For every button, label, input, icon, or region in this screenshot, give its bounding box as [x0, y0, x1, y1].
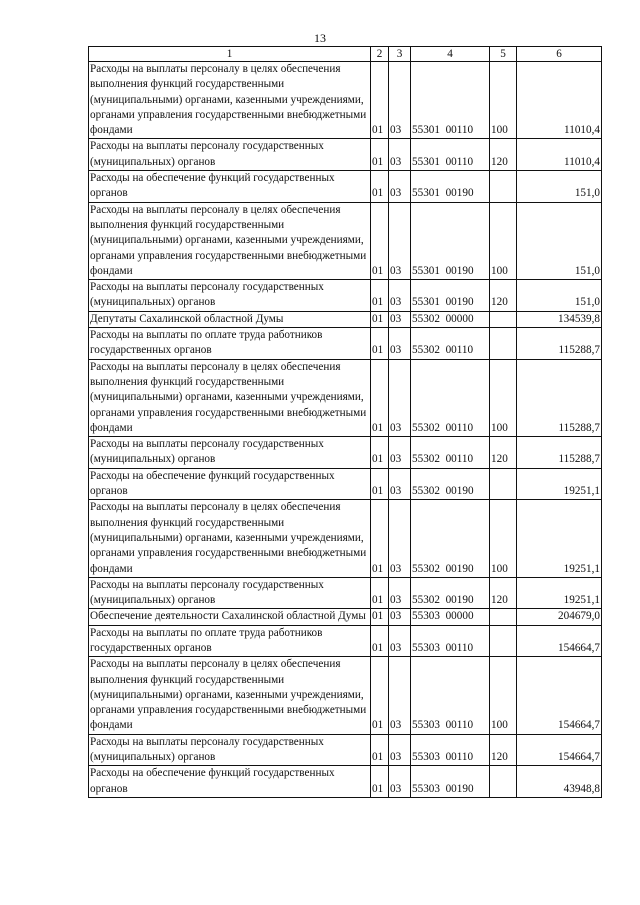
expense-name-cell: Депутаты Сахалинской областной Думы [89, 311, 371, 327]
expense-type-cell: 120 [490, 437, 517, 469]
expense-type-cell: 100 [490, 202, 517, 279]
subsection-code-cell: 03 [389, 328, 411, 360]
target-article-cell: 55303 00110 [411, 734, 490, 766]
subsection-code-cell: 03 [389, 311, 411, 327]
amount-cell: 11010,4 [517, 62, 602, 139]
amount-cell: 115288,7 [517, 437, 602, 469]
expense-type-cell: 120 [490, 280, 517, 312]
expense-name-cell: Расходы на выплаты персоналу государственных (муниципальных) органов [89, 437, 371, 469]
amount-cell: 115288,7 [517, 328, 602, 360]
subsection-code-cell: 03 [389, 766, 411, 798]
subsection-code-cell: 03 [389, 500, 411, 577]
target-article-cell: 55302 00110 [411, 437, 490, 469]
expense-type-cell [490, 625, 517, 657]
table-body [89, 62, 602, 798]
section-code-cell: 01 [371, 577, 389, 609]
table-row [89, 139, 602, 171]
subsection-code-cell: 03 [389, 171, 411, 203]
subsection-code-cell: 03 [389, 657, 411, 734]
expense-name-cell: Расходы на выплаты по оплате труда работников государственных органов [89, 328, 371, 360]
expense-name-cell: Расходы на обеспечение функций государственных органов [89, 171, 371, 203]
budget-table [88, 46, 602, 798]
column-header: 4 [411, 47, 490, 62]
expense-type-cell: 120 [490, 577, 517, 609]
column-header: 3 [389, 47, 411, 62]
expense-type-cell: 120 [490, 139, 517, 171]
amount-cell: 115288,7 [517, 359, 602, 436]
subsection-code-cell: 03 [389, 359, 411, 436]
expense-name-cell: Расходы на выплаты персоналу в целях обеспечения выполнения функций государственными (муниципальными) органами, казенными учреждениями, органами управления государственными внебюджетными фондами [89, 359, 371, 436]
column-header: 6 [517, 47, 602, 62]
target-article-cell: 55302 00110 [411, 359, 490, 436]
target-article-cell: 55303 00110 [411, 625, 490, 657]
table-row [89, 609, 602, 625]
expense-type-cell: 120 [490, 734, 517, 766]
expense-name-cell: Расходы на выплаты персоналу в целях обеспечения выполнения функций государственными (муниципальными) органами, казенными учреждениями, органами управления государственными внебюджетными фондами [89, 62, 371, 139]
expense-type-cell [490, 609, 517, 625]
table-row [89, 468, 602, 500]
expense-name-cell: Обеспечение деятельности Сахалинской областной Думы [89, 609, 371, 625]
table-row [89, 437, 602, 469]
table-row [89, 62, 602, 139]
amount-cell: 19251,1 [517, 500, 602, 577]
section-code-cell: 01 [371, 202, 389, 279]
amount-cell: 19251,1 [517, 468, 602, 500]
section-code-cell: 01 [371, 280, 389, 312]
table-row [89, 328, 602, 360]
expense-name-cell: Расходы на обеспечение функций государственных органов [89, 766, 371, 798]
amount-cell: 134539,8 [517, 311, 602, 327]
target-article-cell: 55302 00190 [411, 468, 490, 500]
table-row [89, 500, 602, 577]
subsection-code-cell: 03 [389, 625, 411, 657]
amount-cell: 154664,7 [517, 734, 602, 766]
subsection-code-cell: 03 [389, 202, 411, 279]
table-row [89, 359, 602, 436]
expense-name-cell: Расходы на выплаты персоналу государственных (муниципальных) органов [89, 577, 371, 609]
amount-cell: 11010,4 [517, 139, 602, 171]
table-row [89, 202, 602, 279]
target-article-cell: 55302 00190 [411, 577, 490, 609]
target-article-cell: 55303 00000 [411, 609, 490, 625]
table-row [89, 577, 602, 609]
target-article-cell: 55301 00190 [411, 171, 490, 203]
table-row [89, 734, 602, 766]
section-code-cell: 01 [371, 139, 389, 171]
target-article-cell: 55302 00000 [411, 311, 490, 327]
subsection-code-cell: 03 [389, 437, 411, 469]
subsection-code-cell: 03 [389, 734, 411, 766]
section-code-cell: 01 [371, 625, 389, 657]
expense-name-cell: Расходы на выплаты персоналу в целях обеспечения выполнения функций государственными (муниципальными) органами, казенными учреждениями, органами управления государственными внебюджетными фондами [89, 202, 371, 279]
expense-name-cell: Расходы на выплаты по оплате труда работников государственных органов [89, 625, 371, 657]
amount-cell: 151,0 [517, 202, 602, 279]
expense-type-cell [490, 766, 517, 798]
expense-type-cell [490, 328, 517, 360]
table-row [89, 657, 602, 734]
column-header: 2 [371, 47, 389, 62]
target-article-cell: 55302 00110 [411, 328, 490, 360]
section-code-cell: 01 [371, 734, 389, 766]
amount-cell: 19251,1 [517, 577, 602, 609]
amount-cell: 151,0 [517, 171, 602, 203]
subsection-code-cell: 03 [389, 609, 411, 625]
table-row [89, 766, 602, 798]
target-article-cell: 55302 00190 [411, 500, 490, 577]
target-article-cell: 55303 00110 [411, 657, 490, 734]
expense-name-cell: Расходы на выплаты персоналу государственных (муниципальных) органов [89, 139, 371, 171]
section-code-cell: 01 [371, 766, 389, 798]
expense-name-cell: Расходы на выплаты персоналу государственных (муниципальных) органов [89, 280, 371, 312]
section-code-cell: 01 [371, 609, 389, 625]
subsection-code-cell: 03 [389, 139, 411, 171]
page-number: 13 [314, 31, 326, 45]
column-header: 5 [490, 47, 517, 62]
subsection-code-cell: 03 [389, 468, 411, 500]
amount-cell: 43948,8 [517, 766, 602, 798]
table-row [89, 311, 602, 327]
expense-type-cell: 100 [490, 62, 517, 139]
amount-cell: 154664,7 [517, 625, 602, 657]
expense-type-cell: 100 [490, 359, 517, 436]
target-article-cell: 55303 00190 [411, 766, 490, 798]
section-code-cell: 01 [371, 328, 389, 360]
table-row [89, 280, 602, 312]
section-code-cell: 01 [371, 657, 389, 734]
table-row [89, 625, 602, 657]
amount-cell: 204679,0 [517, 609, 602, 625]
target-article-cell: 55301 00110 [411, 62, 490, 139]
target-article-cell: 55301 00190 [411, 280, 490, 312]
expense-type-cell [490, 468, 517, 500]
target-article-cell: 55301 00110 [411, 139, 490, 171]
subsection-code-cell: 03 [389, 62, 411, 139]
expense-type-cell: 100 [490, 500, 517, 577]
section-code-cell: 01 [371, 311, 389, 327]
section-code-cell: 01 [371, 171, 389, 203]
expense-name-cell: Расходы на выплаты персоналу государственных (муниципальных) органов [89, 734, 371, 766]
amount-cell: 151,0 [517, 280, 602, 312]
section-code-cell: 01 [371, 468, 389, 500]
target-article-cell: 55301 00190 [411, 202, 490, 279]
section-code-cell: 01 [371, 500, 389, 577]
expense-type-cell: 100 [490, 657, 517, 734]
section-code-cell: 01 [371, 437, 389, 469]
expense-type-cell [490, 171, 517, 203]
expense-name-cell: Расходы на выплаты персоналу в целях обеспечения выполнения функций государственными (муниципальными) органами, казенными учреждениями, органами управления государственными внебюджетными фондами [89, 500, 371, 577]
section-code-cell: 01 [371, 359, 389, 436]
expense-name-cell: Расходы на выплаты персоналу в целях обеспечения выполнения функций государственными (муниципальными) органами, казенными учреждениями, органами управления государственными внебюджетными фондами [89, 657, 371, 734]
expense-type-cell [490, 311, 517, 327]
column-header: 1 [89, 47, 371, 62]
table-row [89, 171, 602, 203]
subsection-code-cell: 03 [389, 577, 411, 609]
subsection-code-cell: 03 [389, 280, 411, 312]
amount-cell: 154664,7 [517, 657, 602, 734]
table-header-row [89, 47, 602, 62]
section-code-cell: 01 [371, 62, 389, 139]
expense-name-cell: Расходы на обеспечение функций государственных органов [89, 468, 371, 500]
